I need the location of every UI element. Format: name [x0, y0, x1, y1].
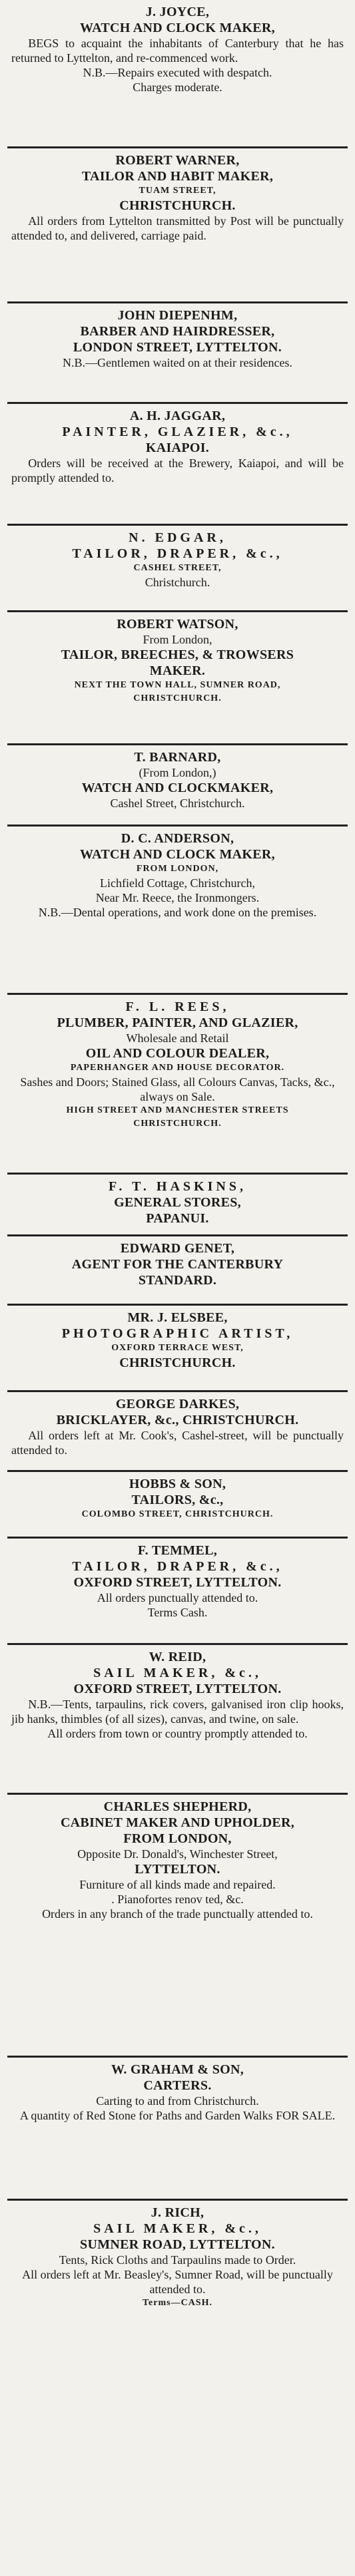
ad-line: FROM LONDON, — [136, 864, 219, 874]
ad-line: F. L. REES, — [125, 1000, 230, 1014]
ad-line: TAILOR, DRAPER, &c., — [72, 546, 283, 561]
ad-line: T. BARNARD, — [134, 750, 221, 765]
ad-line: W. GRAHAM & SON, — [111, 2062, 244, 2077]
ad-line: PAINTER, GLAZIER, &c., — [62, 425, 293, 439]
ad-line: CHRISTCHURCH. — [119, 198, 236, 213]
ad-line: Wholesale and Retail — [126, 1031, 229, 1045]
advertisement-rees — [7, 995, 348, 1175]
ad-line: ROBERT WATSON, — [117, 617, 238, 632]
advertisement-diepenhm — [7, 303, 348, 404]
ad-line: OXFORD STREET, LYTTELTON. — [73, 1682, 282, 1696]
ad-line: BRICKLAYER, &c., CHRISTCHURCH. — [56, 1413, 299, 1427]
ad-line: PLUMBER, PAINTER, AND GLAZIER, — [57, 1015, 298, 1030]
ad-line: OXFORD STREET, LYTTELTON. — [73, 1575, 282, 1590]
ad-line: GENERAL STORES, — [114, 1195, 241, 1210]
ad-line: Terms—CASH. — [143, 2298, 212, 2308]
advertisement-temmel — [7, 1539, 348, 1645]
ad-line: STANDARD. — [138, 1273, 217, 1288]
ad-line: TUAM STREET, — [139, 186, 216, 196]
ad-line: W. REID, — [149, 1650, 206, 1664]
ad-line: KAIAPOI. — [145, 441, 210, 455]
advertisement-barnard — [7, 745, 348, 827]
ad-line: TAILOR, BREECHES, & TROWSERS — [61, 647, 294, 662]
ad-line: All orders from Lyttelton transmitted by Post will be punctually attended to, and delivered, carriage paid. — [11, 214, 344, 242]
advertisement-shepherd — [7, 1795, 348, 2058]
ad-line: Furniture of all kinds made and repaired. — [79, 1878, 276, 1891]
ad-line: CHARLES SHEPHERD, — [103, 1799, 252, 1814]
advertisement-anderson — [7, 827, 348, 995]
ad-line: J. JOYCE, — [145, 5, 210, 19]
ad-line: Sashes and Doors; Stained Glass, all Colours Canvas, Tacks, &c., always on Sale. — [20, 1075, 335, 1103]
ad-line: (From London,) — [139, 766, 216, 779]
ad-line: SUMNER ROAD, LYTTELTON. — [80, 2237, 275, 2252]
ad-line: FROM LONDON, — [123, 1831, 232, 1846]
ad-line: Opposite Dr. Donald's, Winchester Street, — [77, 1847, 278, 1861]
ad-line: Orders in any branch of the trade punctually attended to. — [42, 1907, 313, 1921]
ad-line: MAKER. — [149, 663, 206, 678]
advertisement-rich — [7, 2201, 348, 2334]
ad-line: F. T. HASKINS, — [109, 1179, 246, 1194]
ad-line: HOBBS & SON, — [129, 1477, 226, 1491]
ad-line: CHRISTCHURCH. — [133, 693, 222, 703]
ad-line: AGENT FOR THE CANTERBURY — [71, 1257, 284, 1272]
ad-line: SAIL MAKER, &c., — [93, 2221, 262, 2236]
ad-line: LYTTELTON. — [135, 1862, 220, 1877]
advertisement-reid — [7, 1645, 348, 1795]
ad-line: JOHN DIEPENHM, — [117, 308, 238, 323]
ad-line: CARTERS. — [143, 2078, 212, 2093]
ad-line: All orders punctually attended to. — [97, 1591, 258, 1604]
ad-line: BARBER AND HAIRDRESSER, — [80, 324, 275, 339]
ad-line: Orders will be received at the Brewery, Kaiapoi, and will be promptly attended to. — [11, 457, 344, 484]
ad-line: CHRISTCHURCH. — [133, 1119, 222, 1129]
advertisement-warner — [7, 148, 348, 303]
ad-line: WATCH AND CLOCK MAKER, — [80, 21, 275, 35]
ad-line: . Pianofortes renov ted, &c. — [111, 1893, 244, 1906]
ad-line: Carting to and from Christchurch. — [96, 2094, 259, 2108]
advertisement-hobbs — [7, 1472, 348, 1539]
ad-line: EDWARD GENET, — [120, 1241, 235, 1256]
ad-line: PAPANUI. — [146, 1211, 209, 1226]
ad-line: NEXT THE TOWN HALL, SUMNER ROAD, — [74, 680, 281, 690]
advertisement-column — [3, 0, 352, 2576]
ad-line: N.B.—Tents, tarpaulins, rick covers, galvanised iron clip hooks, jib hanks, thimbles (of all sizes), canvas, and twine, on sale. — [11, 1698, 344, 1726]
ad-line: N. EDGAR, — [129, 530, 226, 545]
ad-line: WATCH AND CLOCK MAKER, — [80, 847, 275, 862]
ad-line: D. C. ANDERSON, — [121, 831, 234, 846]
ad-line: PHOTOGRAPHIC ARTIST, — [61, 1326, 294, 1341]
ad-line: TAILOR, DRAPER, &c., — [72, 1559, 283, 1574]
advertisement-watson — [7, 612, 348, 745]
ad-line: HIGH STREET AND MANCHESTER STREETS — [66, 1105, 289, 1115]
advertisement-genet — [7, 1236, 348, 1306]
advertisement-edgar — [7, 526, 348, 612]
ad-line: WATCH AND CLOCKMAKER, — [81, 781, 274, 795]
ad-line: TAILOR AND HABIT MAKER, — [81, 169, 274, 184]
ad-line: J. RICH, — [151, 2205, 204, 2220]
ad-line: All orders left at Mr. Cook's, Cashel-street, will be punctually attended to. — [11, 1429, 344, 1457]
ad-line: Charges moderate. — [133, 81, 222, 94]
ad-line: All orders left at Mr. Beasley's, Sumner Road, will be punctually attended to. — [22, 2268, 333, 2296]
ad-line: A quantity of Red Stone for Paths and Garden Walks FOR SALE. — [19, 2109, 336, 2122]
advertisement-darkes — [7, 1392, 348, 1472]
advertisement-joyce — [7, 0, 348, 148]
ad-line: MR. J. ELSBEE, — [127, 1310, 228, 1325]
advertisement-graham — [7, 2058, 348, 2201]
ad-line: From London, — [143, 633, 212, 646]
ad-line: OIL AND COLOUR DEALER, — [85, 1046, 270, 1061]
ad-line: TAILORS, &c., — [131, 1493, 224, 1507]
ad-line: LONDON STREET, LYTTELTON. — [73, 340, 282, 355]
ad-line: BEGS to acquaint the inhabitants of Canterbury that he has returned to Lyttelton, and re-commenced work. — [11, 37, 344, 65]
advertisement-elsbee — [7, 1306, 348, 1392]
ad-line: COLOMBO STREET, CHRISTCHURCH. — [81, 1509, 274, 1519]
ad-line: Near Mr. Reece, the Ironmongers. — [95, 891, 260, 904]
advertisement-haskins — [7, 1175, 348, 1236]
ad-line: Tents, Rick Cloths and Tarpaulins made to Order. — [59, 2253, 296, 2267]
ad-line: N.B.—Gentlemen waited on at their residences. — [63, 356, 292, 369]
ad-line: OXFORD TERRACE WEST, — [111, 1343, 244, 1353]
ad-line: CHRISTCHURCH. — [119, 1356, 236, 1370]
ad-line: N.B.—Dental operations, and work done on the premises. — [38, 906, 317, 919]
advertisement-jaggar — [7, 404, 348, 526]
ad-line: F. TEMMEL, — [137, 1543, 218, 1558]
ad-line: Christchurch. — [145, 576, 210, 589]
ad-line: CABINET MAKER AND UPHOLDER, — [60, 1815, 295, 1830]
ad-line: Cashel Street, Christchurch. — [110, 797, 245, 810]
ad-line: CASHEL STREET, — [133, 563, 222, 573]
ad-line: All orders from town or country promptly attended to. — [47, 1727, 308, 1740]
ad-line: ROBERT WARNER, — [115, 153, 240, 168]
ad-line: SAIL MAKER, &c., — [93, 1666, 262, 1680]
ad-line: N.B.—Repairs executed with despatch. — [83, 66, 272, 79]
ad-line: PAPERHANGER AND HOUSE DECORATOR. — [70, 1063, 285, 1073]
ad-line: A. H. JAGGAR, — [129, 409, 226, 423]
ad-line: Lichfield Cottage, Christchurch, — [100, 876, 255, 890]
ad-line: GEORGE DARKES, — [115, 1397, 240, 1411]
ad-line: Terms Cash. — [147, 1606, 208, 1619]
